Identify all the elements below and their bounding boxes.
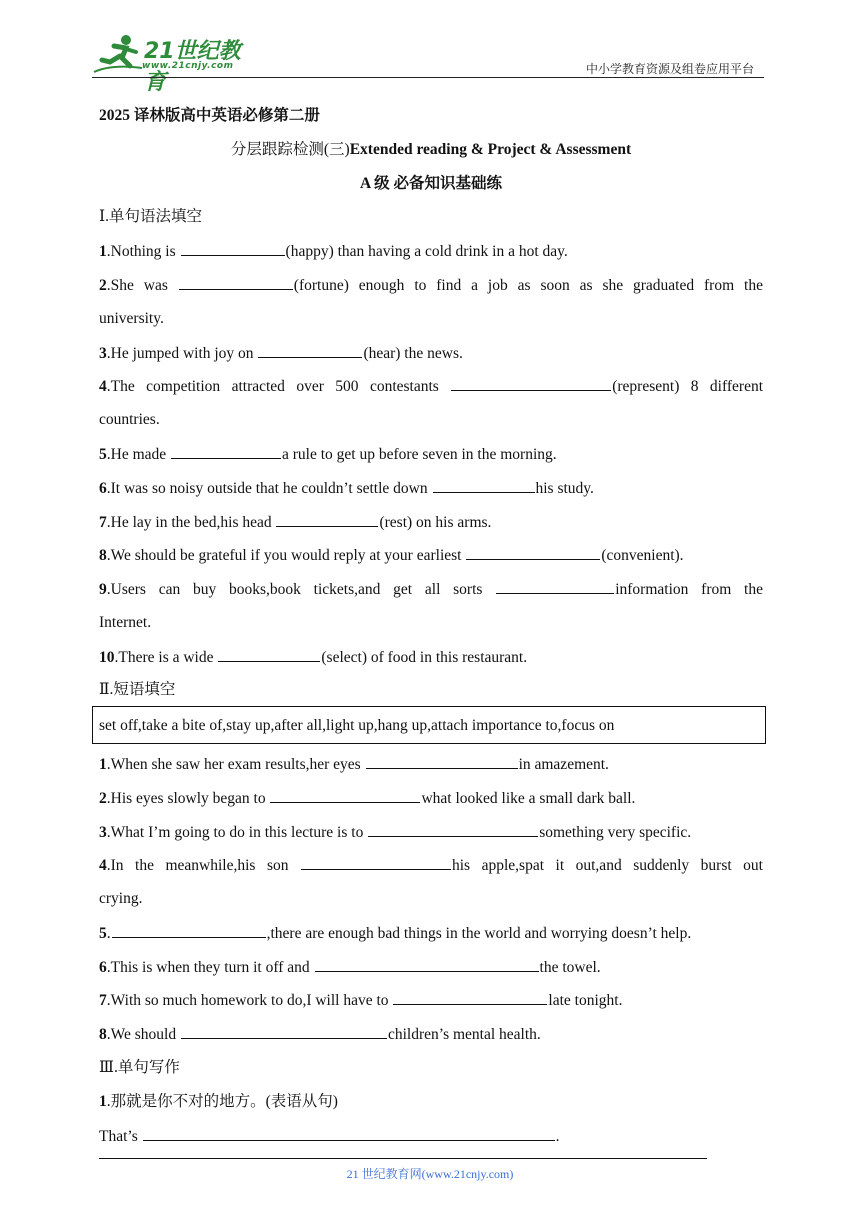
document-subtitle [99, 140, 763, 160]
answer-blank[interactable] [301, 855, 451, 870]
s2-question-1: 1.When she saw her exam results,her eyes in amazement. [99, 756, 609, 773]
s1-question-8: 8.We should be grateful if you would reply at your earliest (convenient). [99, 547, 684, 564]
level-heading: A 级 必备知识基础练 [359, 175, 503, 192]
answer-blank[interactable] [393, 990, 547, 1005]
s1-question-2-cont: university. [99, 310, 164, 327]
answer-blank[interactable] [276, 512, 378, 527]
phrase-box [92, 706, 766, 744]
answer-blank[interactable] [143, 1126, 555, 1141]
s3-answer-1: That’s . [99, 1128, 560, 1145]
answer-blank[interactable] [171, 444, 281, 459]
answer-blank[interactable] [181, 241, 285, 256]
s3-question-1: 1.那就是你不对的地方。(表语从句) [99, 1093, 338, 1110]
phrase-list: set off,take a bite of,stay up,after all,light up,hang up,attach importance to,focus on [99, 717, 615, 734]
s1-question-2: 2.She was (fortune) enough to find a job as soon as she graduated from the [99, 277, 763, 294]
footer-divider [99, 1158, 707, 1159]
page-footer: 21 世纪教育网(www.21cnjy.com) [346, 1167, 514, 1181]
s1-question-6: 6.It was so noisy outside that he couldn’t settle down his study. [99, 480, 594, 497]
runner-logo-icon [92, 32, 148, 74]
platform-name: 中小学教育资源及组卷应用平台 [585, 62, 754, 76]
document-title: 2025 译林版高中英语必修第二册 [99, 107, 320, 124]
s1-question-7: 7.He lay in the bed,his head (rest) on his arms. [99, 514, 492, 531]
s1-question-9: 9.Users can buy books,book tickets,and get all sorts information from the [99, 581, 763, 598]
answer-blank[interactable] [179, 275, 293, 290]
answer-blank[interactable] [366, 754, 518, 769]
s1-question-3: 3.He jumped with joy on (hear) the news. [99, 345, 463, 362]
subtitle-cn: 分层跟踪检测(三) [230, 141, 350, 158]
answer-blank[interactable] [433, 478, 535, 493]
answer-blank[interactable] [466, 545, 600, 560]
s2-question-5: 5. ,there are enough bad things in the world and worrying doesn’t help. [99, 925, 692, 942]
s1-question-4: 4.The competition attracted over 500 contestants (represent) 8 different [99, 378, 764, 395]
s2-question-8: 8.We should children’s mental health. [99, 1026, 541, 1043]
answer-blank[interactable] [451, 376, 611, 391]
s1-question-5: 5.He made a rule to get up before seven in the morning. [99, 446, 557, 463]
s2-question-7: 7.With so much homework to do,I will have to late tonight. [99, 992, 623, 1009]
answer-blank[interactable] [258, 343, 362, 358]
answer-blank[interactable] [368, 822, 538, 837]
s2-question-3: 3.What I’m going to do in this lecture is to something very specific. [99, 824, 692, 841]
section1-heading: Ⅰ.单句语法填空 [99, 208, 202, 225]
answer-blank[interactable] [270, 788, 420, 803]
page-header [92, 30, 764, 95]
answer-blank[interactable] [112, 923, 266, 938]
s1-question-4-cont: countries. [99, 411, 160, 428]
answer-blank[interactable] [315, 957, 539, 972]
s2-question-4: 4.In the meanwhile,his son his apple,spat it out,and suddenly burst out [99, 857, 763, 874]
section2-heading: Ⅱ.短语填空 [99, 681, 176, 698]
section3-heading: Ⅲ.单句写作 [99, 1059, 180, 1076]
s2-question-6: 6.This is when they turn it off and the towel. [99, 959, 601, 976]
s1-question-9-cont: Internet. [99, 614, 152, 631]
s2-question-2: 2.His eyes slowly began to what looked like a small dark ball. [99, 790, 636, 807]
answer-blank[interactable] [181, 1024, 387, 1039]
subtitle-en: Extended reading & Project & Assessment [349, 141, 632, 158]
logo-text: 21世纪教育 [144, 39, 241, 95]
logo-url: www.21cnjy.com [142, 61, 234, 71]
s2-question-4-cont: crying. [99, 890, 143, 907]
logo [92, 30, 262, 95]
s1-question-1: 1.Nothing is (happy) than having a cold drink in a hot day. [99, 243, 568, 260]
answer-blank[interactable] [496, 579, 614, 594]
answer-blank[interactable] [218, 647, 320, 662]
header-divider [92, 77, 764, 78]
s1-question-10: 10.There is a wide (select) of food in this restaurant. [99, 649, 528, 666]
